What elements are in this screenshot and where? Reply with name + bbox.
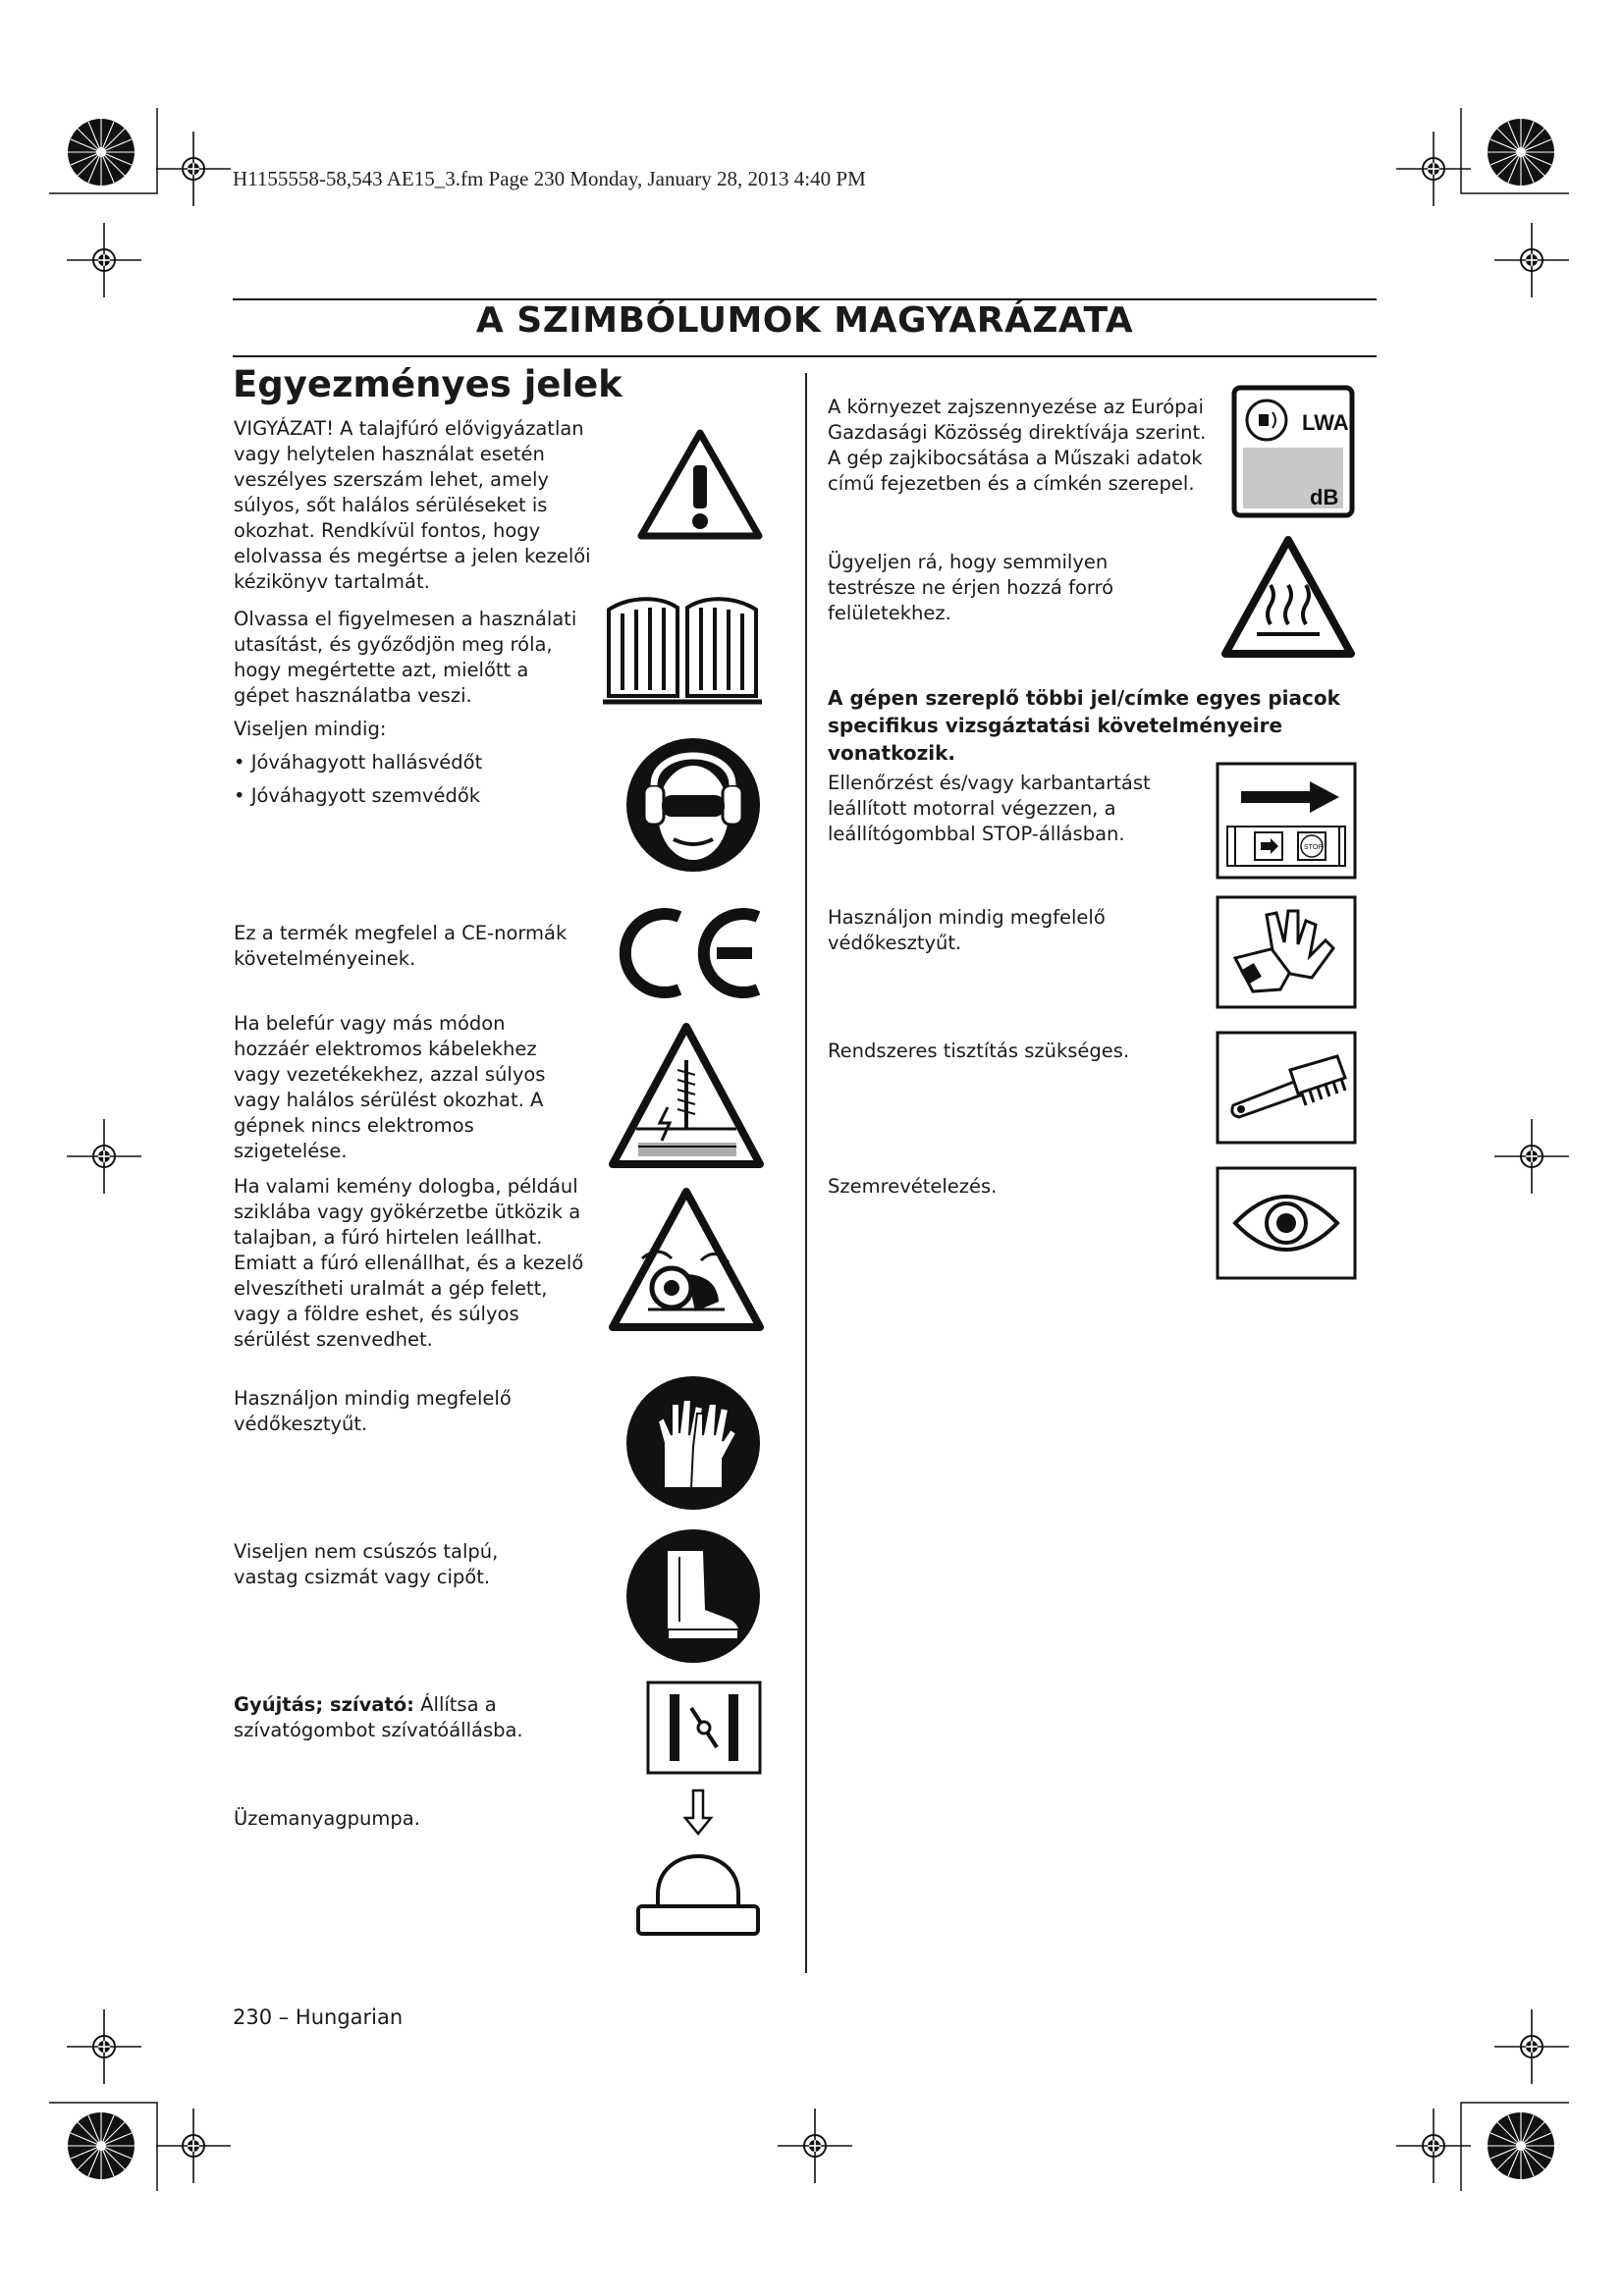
fuel-pump-icon <box>636 1789 760 1948</box>
noise-level-icon <box>1231 385 1355 518</box>
title-rule-bottom <box>233 355 1377 357</box>
section-title: Egyezményes jelek <box>233 363 623 405</box>
hot-surface-text: Ügyeljen rá, hogy semmilyen testrésze ne érjen hozzá forró felületekhez. <box>828 551 1114 624</box>
warning-triangle-icon <box>636 428 764 541</box>
cleaning-text: Rendszeres tisztítás szükséges. <box>828 1040 1130 1062</box>
gloves-square-icon <box>1216 895 1357 1009</box>
stop-label: STOP <box>1304 844 1323 851</box>
fuel-pump-text: Üzemanyagpumpa. <box>234 1807 420 1830</box>
file-header: H1155558-58,543 AE15_3.fm Page 230 Monday, January 28, 2013 4:40 PM <box>233 167 866 190</box>
kickback-warning-icon <box>609 1186 764 1333</box>
page-footer: 230 – Hungarian <box>233 2005 404 2029</box>
eye-protection-item: • Jóváhagyott szemvédők <box>234 784 481 807</box>
stop-check-text: Ellenőrzést és/vagy karbantartást leállított motorral végezzen, a leállítógombbal STOP-állásban. <box>828 772 1151 845</box>
boots-text: Viseljen nem csúszós talpú, vastag csizmát vagy cipőt. <box>234 1540 499 1588</box>
electric-text: Ha belefúr vagy más módon hozzáér elektromos kábelekhez vagy vezetékekhez, azzal súlyos vagy halálos sérülést okozhat. A gépnek nincs elektromos szigetelése. <box>234 1012 546 1162</box>
column-divider <box>805 373 807 1973</box>
manual-book-icon <box>601 592 764 708</box>
ce-text: Ez a termék megfelel a CE-normák követelményeinek. <box>234 922 568 970</box>
choke-text <box>234 1692 626 1743</box>
stop-switch-icon <box>1216 762 1357 880</box>
kickback-text: Ha valami kemény dologba, például sziklába vagy gyökérzetbe ütközik a talajban, a fúró hirtelen leállhat. Emiatt a fúró ellenállhat, és a kezelő elveszítheti uralmát a gép felett, vagy a földre eshet, és súlyos sérülést szenvedhet. <box>234 1175 584 1351</box>
choke-label: Gyújtás; szívató: <box>234 1693 414 1716</box>
electric-cable-warning-icon <box>609 1021 764 1170</box>
hearing-protection-item: • Jóváhagyott hallásvédőt <box>234 751 483 774</box>
warning-text: VIGYÁZAT! A talajfúró elővigyázatlan vagy helytelen használat esetén veszélyes szerszám lehet, amely súlyos, sőt halálos sérüléseket is okozhat. Rendkívül fontos, hogy elolvassa és megértse a jelen kezelői kézikönyv tartalmát. <box>234 417 591 593</box>
hot-surface-icon <box>1221 534 1355 660</box>
hearing-eye-protection-icon <box>624 736 762 874</box>
manual-text: Olvassa el figyelmesen a használati utasítást, és győződjön meg róla, hogy megértette azt, mielőtt a gépet használatba veszi. <box>234 608 577 707</box>
db-label: dB <box>1310 485 1339 509</box>
gloves-text: Használjon mindig megfelelő védőkesztyűt. <box>234 1387 512 1435</box>
inspection-eye-icon <box>1216 1166 1357 1280</box>
markets-note: A gépen szereplő többi jel/címke egyes piacok specifikus vizsgáztatási követelményeire vonatkozik. <box>828 686 1340 765</box>
ce-mark-icon <box>615 905 766 1001</box>
boots-icon <box>624 1527 762 1665</box>
lwa-label: LWA <box>1302 410 1349 435</box>
choke-icon <box>646 1681 762 1775</box>
noise-text: A környezet zajszennyezése az Európai Gazdasági Közösség direktívája szerint. A gép zajkibocsátása a Műszaki adatok című fejezetben és a címkén szerepel. <box>828 396 1207 495</box>
gloves2-text: Használjon mindig megfelelő védőkesztyűt. <box>828 906 1106 954</box>
inspection-text: Szemrevételezés. <box>828 1175 998 1198</box>
wear-always-text: Viseljen mindig: <box>234 718 387 740</box>
page-title: A SZIMBÓLUMOK MAGYARÁZATA <box>475 300 1134 341</box>
gloves-icon <box>624 1374 762 1512</box>
choke-desc: Állítsa a szívatógombot szívatóállásba. <box>234 1693 523 1741</box>
cleaning-brush-icon <box>1216 1031 1357 1145</box>
